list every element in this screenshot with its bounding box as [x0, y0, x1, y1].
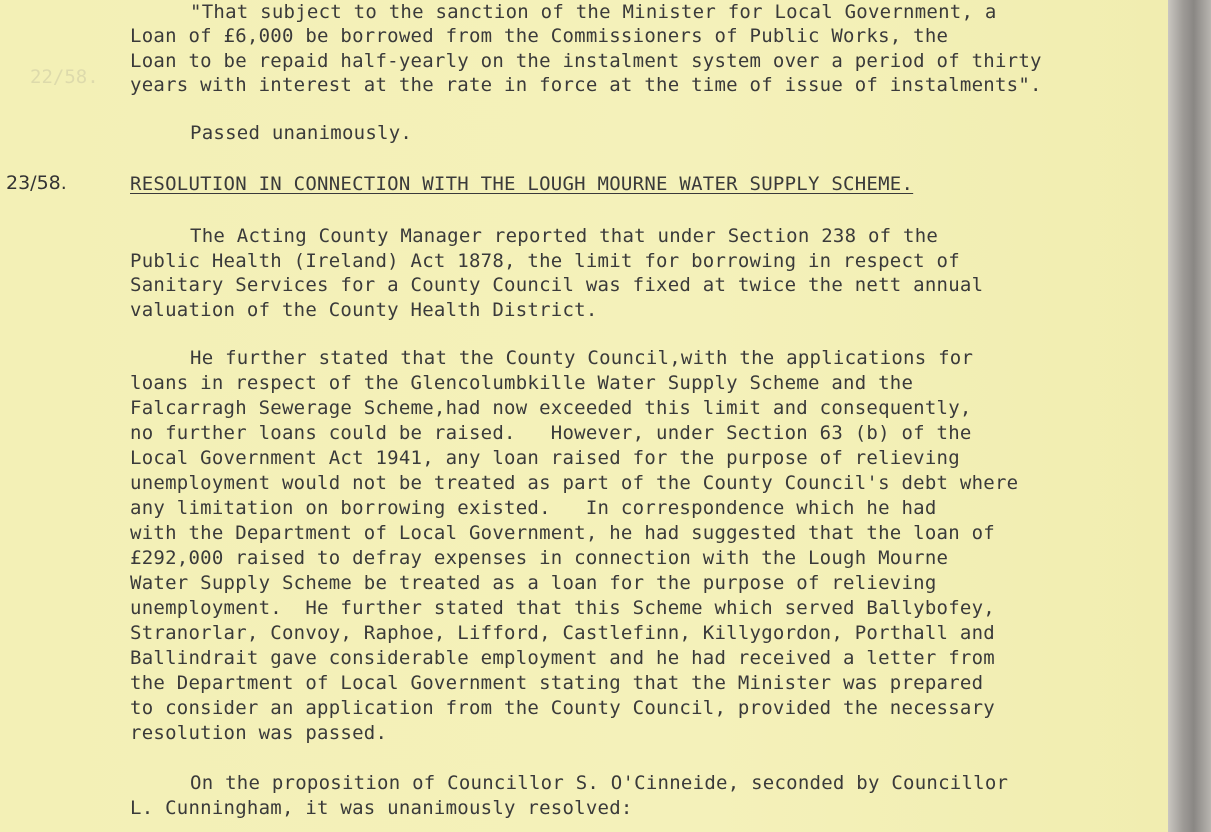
- para2-line-16: resolution was passed.: [130, 722, 388, 744]
- para2-line-6: unemployment would not be treated as part of the County Council's debt where: [130, 472, 1019, 494]
- para2-line-15: to consider an application from the County Council, provided the necessary: [130, 697, 995, 719]
- para2-line-1: He further stated that the County Council,with the applications for: [190, 347, 974, 369]
- para1-line-3: Sanitary Services for a County Council was fixed at twice the nett annual: [130, 274, 984, 296]
- section-heading: RESOLUTION IN CONNECTION WITH THE LOUGH MOURNE WATER SUPPLY SCHEME.: [130, 173, 914, 195]
- para1-line-2: Public Health (Ireland) Act 1878, the limit for borrowing in respect of: [130, 250, 960, 272]
- quote-line-2: Loan of £6,000 be borrowed from the Commissioners of Public Works, the: [130, 25, 949, 47]
- para3-line-2: L. Cunningham, it was unanimously resolved:: [130, 797, 633, 819]
- para2-line-8: with the Department of Local Government, he had suggested that the loan of: [130, 522, 995, 544]
- passed-text: Passed unanimously.: [190, 122, 413, 144]
- page-binding-edge: [1168, 0, 1211, 832]
- para2-line-12: Stranorlar, Convoy, Raphoe, Lifford, Castlefinn, Killygordon, Porthall and: [130, 622, 995, 644]
- para2-line-3: Falcarragh Sewerage Scheme,had now exceeded this limit and consequently,: [130, 397, 972, 419]
- para2-line-13: Ballindrait gave considerable employment and he had received a letter from: [130, 647, 995, 669]
- para2-line-5: Local Government Act 1941, any loan raised for the purpose of relieving: [130, 447, 960, 469]
- para1-line-4: valuation of the County Health District.: [130, 299, 598, 321]
- para2-line-7: any limitation on borrowing existed. In correspondence which he had: [130, 497, 937, 519]
- margin-ghost-number: 22/58.: [30, 66, 99, 88]
- para1-line-1: The Acting County Manager reported that under Section 238 of the: [190, 225, 939, 247]
- para3-line-1: On the proposition of Councillor S. O'Cinneide, seconded by Councillor: [190, 772, 1009, 794]
- section-number: 23/58.: [6, 172, 67, 194]
- para2-line-10: Water Supply Scheme be treated as a loan for the purpose of relieving: [130, 572, 937, 594]
- para2-line-2: loans in respect of the Glencolumbkille Water Supply Scheme and the: [130, 372, 914, 394]
- para2-line-9: £292,000 raised to defray expenses in connection with the Lough Mourne: [130, 547, 949, 569]
- para2-line-11: unemployment. He further stated that this Scheme which served Ballybofey,: [130, 597, 995, 619]
- quote-line-4: years with interest at the rate in force at the time of issue of instalments".: [130, 74, 1042, 96]
- quote-line-3: Loan to be repaid half-yearly on the instalment system over a period of thirty: [130, 50, 1042, 72]
- quote-line-1: "That subject to the sanction of the Minister for Local Government, a: [190, 1, 997, 23]
- para2-line-4: no further loans could be raised. However, under Section 63 (b) of the: [130, 422, 972, 444]
- para2-line-14: the Department of Local Government stating that the Minister was prepared: [130, 672, 984, 694]
